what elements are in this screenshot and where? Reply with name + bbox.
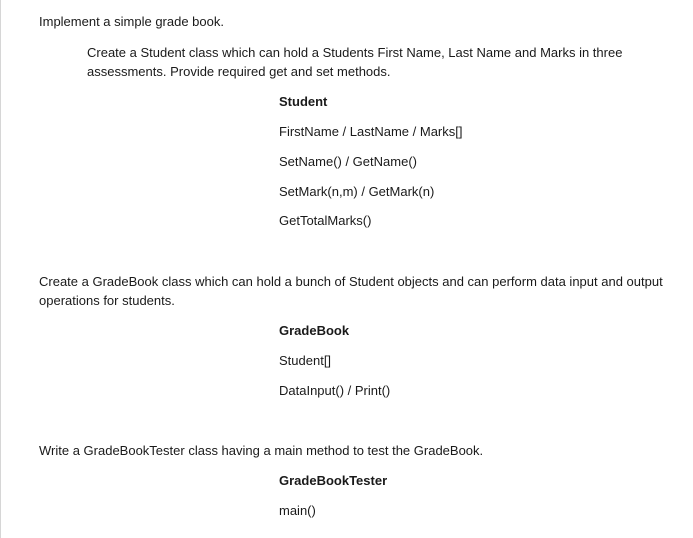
gradebook-member-students: Student[] (279, 353, 332, 368)
tester-description: Write a GradeBookTester class having a main method to test the GradeBook. (39, 443, 484, 458)
gradebook-description: Create a GradeBook class which can hold a bunch of Student objects and can perform data input and output operations for students. (39, 274, 663, 308)
gradebook-member-methods: DataInput() / Print() (279, 383, 391, 398)
student-class-title: Student (279, 94, 328, 109)
gradebook-class-title: GradeBook (279, 323, 350, 338)
tester-class-title: GradeBookTester (279, 473, 388, 488)
student-member-fields: FirstName / LastName / Marks[] (279, 124, 463, 139)
intro-text: Implement a simple grade book. (39, 14, 224, 29)
student-member-mark-methods: SetMark(n,m) / GetMark(n) (279, 184, 435, 199)
tester-member-main: main() (279, 503, 316, 518)
student-description: Create a Student class which can hold a Students First Name, Last Name and Marks in three assessments. Provide required get and set methods. (87, 45, 623, 79)
student-member-name-methods: SetName() / GetName() (279, 154, 417, 169)
student-member-total-method: GetTotalMarks() (279, 213, 372, 228)
